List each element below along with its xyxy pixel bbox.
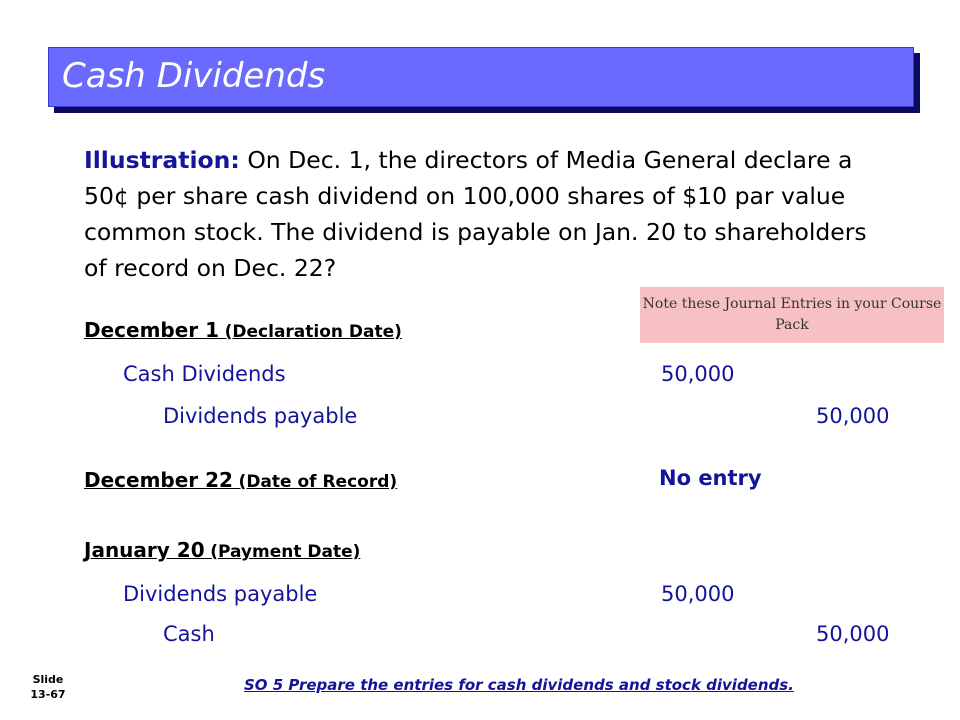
slide-title: Cash Dividends: [62, 56, 326, 96]
payment-date-type: (Payment Date): [210, 542, 361, 562]
payment-debit-account: Dividends payable: [123, 582, 318, 606]
record-date: December 22: [84, 468, 233, 492]
note-box: Note these Journal Entries in your Course Pack: [640, 287, 944, 343]
declaration-date: December 1: [84, 318, 220, 342]
payment-date: January 20: [84, 538, 205, 562]
record-entry: No entry: [659, 466, 762, 490]
illustration-label: Illustration:: [84, 146, 240, 174]
declaration-credit-amount: 50,000: [816, 404, 890, 428]
slide-label: Slide: [32, 673, 64, 686]
record-date-type: (Date of Record): [238, 472, 398, 492]
illustration-text: On Dec. 1, the directors of Media General declare a 50¢ per share cash dividend on 100,000 shares of $10 par value common stock. The dividend is payable on Jan. 20 to shareholders of record on Dec. 22?: [84, 146, 867, 282]
payment-credit-account: Cash: [163, 622, 215, 646]
declaration-debit-account: Cash Dividends: [123, 362, 286, 386]
record-heading: [84, 468, 397, 492]
illustration-paragraph: [84, 142, 884, 286]
slide-number: 13-67: [30, 688, 66, 701]
slide-number-block: [22, 672, 74, 702]
payment-credit-amount: 50,000: [816, 622, 890, 646]
declaration-date-type: (Declaration Date): [224, 322, 402, 342]
payment-heading: [84, 538, 360, 562]
declaration-credit-account: Dividends payable: [163, 404, 358, 428]
payment-debit-amount: 50,000: [661, 582, 735, 606]
declaration-debit-amount: 50,000: [661, 362, 735, 386]
study-objective: SO 5 Prepare the entries for cash dividends and stock dividends.: [244, 676, 794, 694]
declaration-heading: [84, 318, 402, 342]
